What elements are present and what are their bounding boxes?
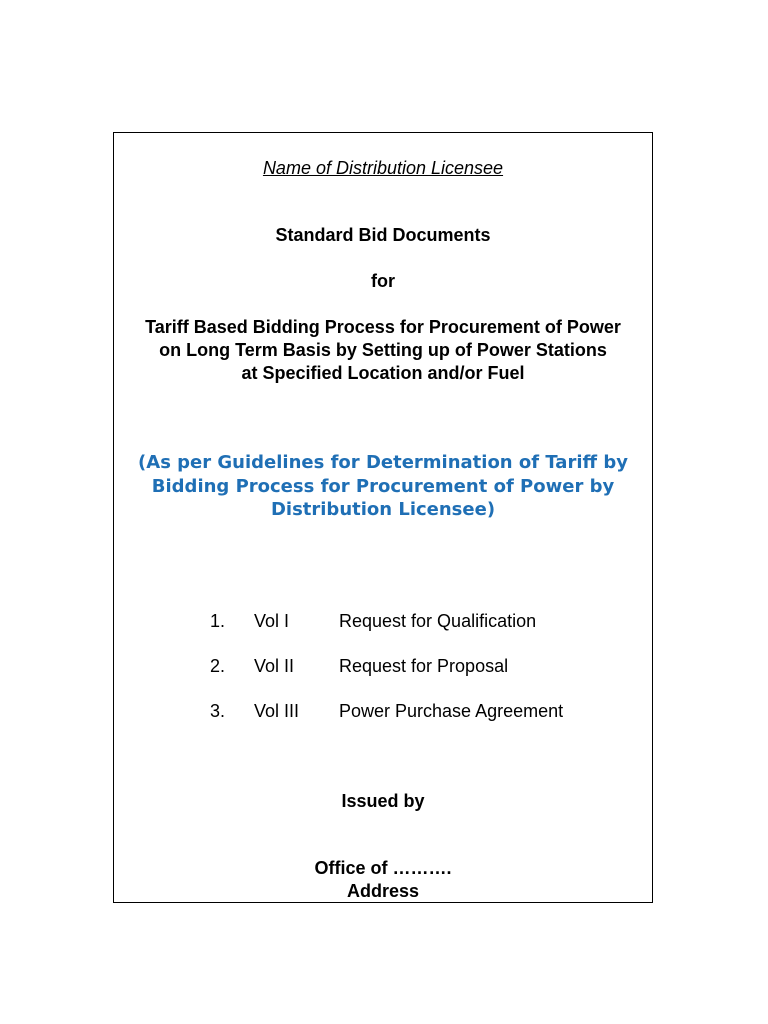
volume-item — [210, 656, 610, 701]
licensee-name: Name of Distribution Licensee — [262, 158, 504, 178]
guidelines-line: Bidding Process for Procurement of Power by — [151, 475, 615, 497]
tariff-title-block — [114, 316, 652, 385]
document-heading: Standard Bid Documents — [275, 225, 491, 245]
volume-number: 2. — [210, 656, 226, 676]
tariff-line: Tariff Based Bidding Process for Procurement of Power — [145, 317, 621, 337]
volume-title: Request for Proposal — [339, 656, 509, 676]
volume-list — [210, 611, 610, 746]
volume-number: 3. — [210, 701, 226, 721]
volume-item — [210, 701, 610, 746]
guidelines-note — [114, 451, 652, 522]
for-label: for — [371, 271, 395, 291]
volume-title: Request for Qualification — [339, 611, 537, 631]
tariff-line: at Specified Location and/or Fuel — [241, 363, 525, 383]
volume-label: Vol I — [254, 611, 290, 631]
issued-by-label: Issued by — [341, 791, 425, 811]
volume-title: Power Purchase Agreement — [339, 701, 564, 721]
tariff-line: on Long Term Basis by Setting up of Power Stations — [159, 340, 607, 360]
guidelines-line: (As per Guidelines for Determination of Tariff by — [138, 452, 628, 473]
volume-number: 1. — [210, 611, 226, 631]
guidelines-line: Distribution Licensee) — [270, 499, 496, 520]
address-line: Address — [346, 881, 420, 901]
office-line: Office of ………. — [314, 858, 452, 878]
document-cover-frame — [113, 132, 653, 903]
volume-label: Vol III — [254, 701, 300, 721]
volume-item — [210, 611, 610, 656]
volume-label: Vol II — [254, 656, 295, 676]
